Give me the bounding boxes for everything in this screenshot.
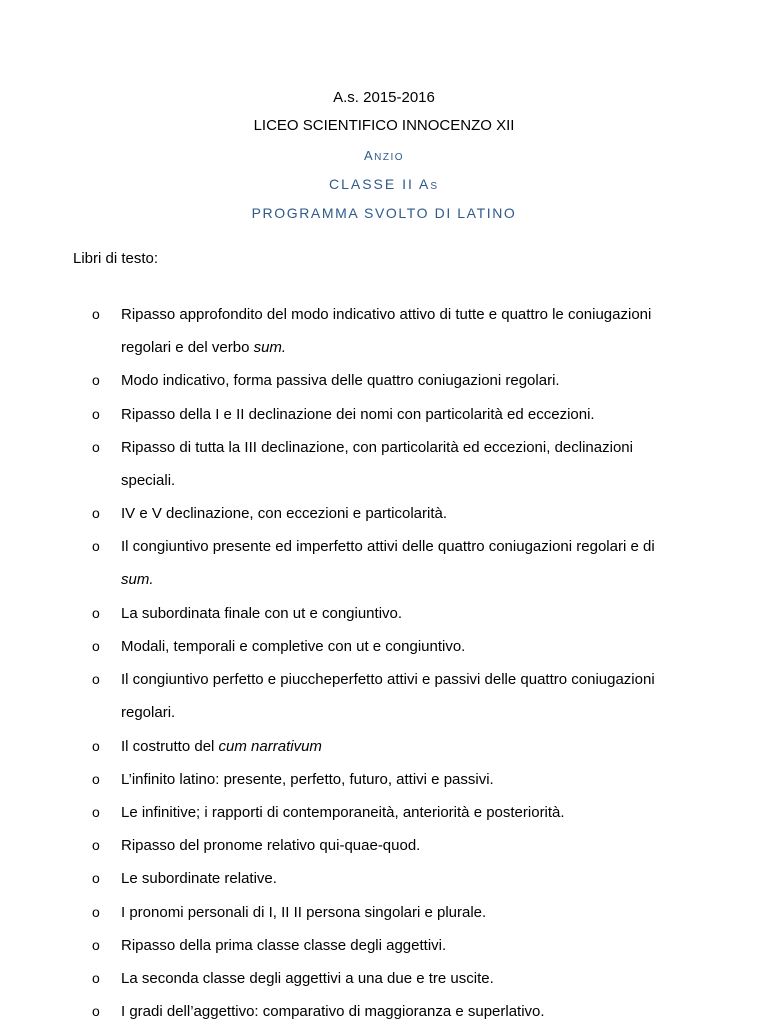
topic-line-text: Le subordinate relative.	[121, 870, 277, 888]
topic-text	[121, 663, 681, 729]
topic-line	[121, 995, 681, 1028]
topic-line-text: I gradi dell’aggettivo: comparativo di maggioranza e superlativo.	[121, 1003, 545, 1021]
bullet-marker: o	[92, 671, 100, 688]
class-heading	[0, 176, 768, 192]
school-name: LICEO SCIENTIFICO INNOCENZO XII	[253, 117, 515, 134]
program-title: PROGRAMMA SVOLTO DI LATINO	[251, 205, 517, 221]
topic-line-text: Modali, temporali e completive con ut e congiuntivo.	[121, 638, 466, 655]
topic-line	[121, 364, 681, 397]
bullet-marker: o	[92, 870, 100, 887]
topic-line	[121, 896, 681, 929]
school-year: A.s. 2015-2016	[333, 89, 435, 106]
topic-line	[121, 464, 681, 497]
topic-line-text: Ripasso della prima classe classe degli aggettivi.	[121, 936, 447, 954]
latin-term: cum narrativum	[218, 737, 322, 755]
topic-text	[121, 298, 681, 364]
bullet-marker: o	[92, 1003, 100, 1020]
topic-text	[121, 896, 681, 929]
topic-line	[121, 962, 681, 995]
bullet-marker: o	[92, 538, 100, 555]
topic-line	[121, 530, 681, 563]
class-suffix: S	[430, 181, 440, 192]
topic-line-text: Il costrutto del	[121, 737, 219, 755]
topic-line	[121, 663, 681, 696]
topic-line-text: Modo indicativo, forma passiva delle quattro coniugazioni regolari.	[121, 372, 560, 390]
topic-line-text: La subordinata finale con ut e congiuntivo.	[121, 604, 403, 622]
topic-line-text: Il congiuntivo perfetto e piuccheperfetto attivi e passivi delle quattro coniugazioni	[121, 671, 655, 689]
topic-line	[121, 597, 681, 630]
topic-text	[121, 796, 681, 829]
topic-text	[121, 730, 681, 763]
topic-line-text: Ripasso di tutta la III declinazione, con particolarità ed eccezioni, declinazioni	[121, 438, 633, 456]
topic-line-text: regolari.	[121, 704, 176, 722]
topic-line	[121, 696, 681, 729]
topic-text	[121, 530, 681, 596]
topic-line	[121, 497, 681, 530]
topic-line-text: Ripasso della I e II declinazione dei nomi con particolarità ed eccezioni.	[121, 405, 595, 423]
bullet-marker: o	[92, 638, 100, 654]
topic-line	[121, 730, 681, 763]
bullet-marker: o	[92, 737, 100, 754]
topic-text	[121, 995, 681, 1028]
topic-line	[121, 796, 681, 829]
bullet-marker: o	[92, 438, 100, 455]
topic-line	[121, 862, 681, 895]
latin-term: sum.	[121, 571, 154, 589]
topic-text	[121, 431, 681, 497]
topic-line-text: I pronomi personali di I, II II persona singolari e plurale.	[121, 903, 487, 921]
topic-line-text: La seconda classe degli aggettivi a una due e tre uscite.	[121, 970, 494, 987]
bullet-marker: o	[92, 604, 100, 621]
topic-line-text: speciali.	[121, 471, 176, 489]
topic-text	[121, 497, 681, 530]
topic-line	[121, 398, 681, 431]
topic-line	[121, 298, 681, 331]
topic-line	[121, 763, 681, 796]
topic-text	[121, 630, 681, 663]
topic-line-text: Ripasso approfondito del modo indicativo attivo di tutte e quattro le coniugazioni	[121, 306, 652, 323]
bullet-marker: o	[92, 770, 100, 787]
topic-line	[121, 431, 681, 464]
topic-text	[121, 962, 681, 995]
city-first-letter: A	[363, 148, 375, 163]
topic-text	[121, 862, 681, 895]
textbooks-label: Libri di testo:	[73, 250, 159, 267]
bullet-marker: o	[92, 936, 100, 953]
bullet-marker: o	[92, 970, 100, 986]
bullet-marker: o	[92, 505, 100, 522]
city-rest: NZIO	[374, 152, 405, 163]
topic-line-text: Le infinitive; i rapporti di contemporaneità, anteriorità e posteriorità.	[121, 804, 565, 821]
topic-text	[121, 398, 681, 431]
topic-line-text: regolari e del verbo	[121, 339, 254, 356]
topic-line	[121, 331, 681, 364]
bullet-marker: o	[92, 903, 100, 920]
topic-line-text: L’infinito latino: presente, perfetto, futuro, attivi e passivi.	[121, 770, 494, 788]
latin-term: sum.	[253, 339, 287, 356]
topic-text	[121, 829, 681, 862]
bullet-marker: o	[92, 306, 100, 322]
topic-text	[121, 763, 681, 796]
city-heading	[0, 148, 768, 163]
bullet-marker: o	[92, 804, 100, 820]
topic-line	[121, 929, 681, 962]
class-main: CLASSE II A	[328, 176, 431, 192]
bullet-marker: o	[92, 372, 100, 389]
bullet-marker: o	[92, 837, 100, 854]
topic-line-text: Il congiuntivo presente ed imperfetto attivi delle quattro coniugazioni regolari e di	[121, 538, 655, 556]
topic-line-text: IV e V declinazione, con eccezioni e particolarità.	[121, 505, 448, 523]
topic-line-text: Ripasso del pronome relativo qui-quae-quod.	[121, 837, 421, 855]
topic-text	[121, 597, 681, 630]
topic-line	[121, 829, 681, 862]
topic-text	[121, 364, 681, 397]
topic-line	[121, 563, 681, 596]
topic-line	[121, 630, 681, 663]
topic-text	[121, 929, 681, 962]
bullet-marker: o	[92, 405, 100, 422]
